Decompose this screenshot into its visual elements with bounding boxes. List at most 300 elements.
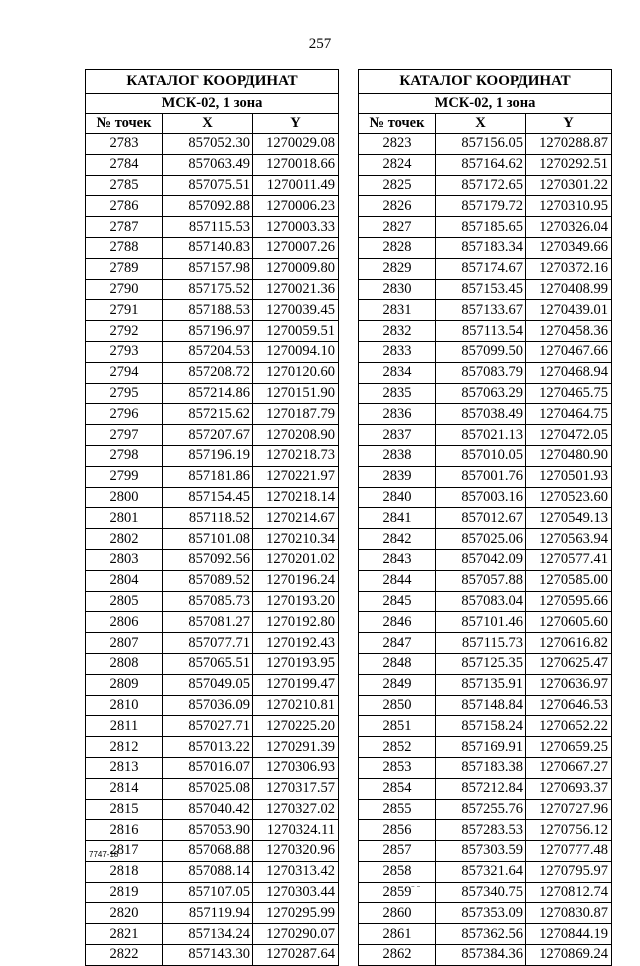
x-coordinate-cell: 857083.79 bbox=[436, 362, 526, 383]
table-row bbox=[359, 487, 612, 508]
y-coordinate-cell: 1270652.22 bbox=[526, 716, 612, 737]
table-row bbox=[359, 633, 612, 654]
x-coordinate-cell: 857068.88 bbox=[163, 841, 253, 862]
table-row bbox=[86, 258, 339, 279]
x-coordinate-cell: 857174.67 bbox=[436, 258, 526, 279]
catalog-title: КАТАЛОГ КООРДИНАТ bbox=[359, 70, 612, 94]
point-number-cell: 2802 bbox=[86, 529, 163, 550]
x-coordinate-cell: 857157.98 bbox=[163, 258, 253, 279]
y-coordinate-cell: 1270659.25 bbox=[526, 737, 612, 758]
x-coordinate-cell: 857283.53 bbox=[436, 820, 526, 841]
table-row bbox=[359, 778, 612, 799]
y-coordinate-cell: 1270310.95 bbox=[526, 196, 612, 217]
x-coordinate-cell: 857207.67 bbox=[163, 425, 253, 446]
x-coordinate-cell: 857208.72 bbox=[163, 362, 253, 383]
point-number-cell: 2855 bbox=[359, 799, 436, 820]
table-row bbox=[86, 175, 339, 196]
y-coordinate-cell: 1270214.67 bbox=[253, 508, 339, 529]
point-number-cell: 2824 bbox=[359, 154, 436, 175]
point-number-cell: 2823 bbox=[359, 134, 436, 155]
x-coordinate-cell: 857118.52 bbox=[163, 508, 253, 529]
x-coordinate-cell: 857012.67 bbox=[436, 508, 526, 529]
table-row bbox=[359, 861, 612, 882]
page-number: 257 bbox=[308, 36, 332, 52]
x-coordinate-cell: 857183.38 bbox=[436, 757, 526, 778]
table-row bbox=[86, 633, 339, 654]
y-coordinate-cell: 1270151.90 bbox=[253, 383, 339, 404]
x-coordinate-cell: 857353.09 bbox=[436, 903, 526, 924]
point-number-cell: 2848 bbox=[359, 653, 436, 674]
point-number-cell: 2810 bbox=[86, 695, 163, 716]
y-coordinate-cell: 1270218.14 bbox=[253, 487, 339, 508]
y-coordinate-cell: 1270439.01 bbox=[526, 300, 612, 321]
y-coordinate-cell: 1270480.90 bbox=[526, 445, 612, 466]
x-coordinate-cell: 857042.09 bbox=[436, 549, 526, 570]
y-coordinate-cell: 1270327.02 bbox=[253, 799, 339, 820]
y-coordinate-cell: 1270306.93 bbox=[253, 757, 339, 778]
x-coordinate-cell: 857101.46 bbox=[436, 612, 526, 633]
column-header-y: Y bbox=[526, 114, 612, 134]
point-number-cell: 2829 bbox=[359, 258, 436, 279]
table-row bbox=[86, 487, 339, 508]
table-row bbox=[86, 882, 339, 903]
x-coordinate-cell: 857001.76 bbox=[436, 466, 526, 487]
table-row bbox=[359, 674, 612, 695]
x-coordinate-cell: 857340.75 bbox=[436, 882, 526, 903]
x-coordinate-cell: 857088.14 bbox=[163, 861, 253, 882]
catalog-title: КАТАЛОГ КООРДИНАТ bbox=[86, 70, 339, 94]
x-coordinate-cell: 857040.42 bbox=[163, 799, 253, 820]
table-row bbox=[359, 695, 612, 716]
point-number-cell: 2815 bbox=[86, 799, 163, 820]
table-row bbox=[359, 508, 612, 529]
y-coordinate-cell: 1270201.02 bbox=[253, 549, 339, 570]
x-coordinate-cell: 857156.05 bbox=[436, 134, 526, 155]
x-coordinate-cell: 857175.52 bbox=[163, 279, 253, 300]
y-coordinate-cell: 1270795.97 bbox=[526, 861, 612, 882]
point-number-cell: 2838 bbox=[359, 445, 436, 466]
point-number-cell: 2822 bbox=[86, 945, 163, 966]
table-row bbox=[359, 612, 612, 633]
point-number-cell: 2851 bbox=[359, 716, 436, 737]
y-coordinate-cell: 1270006.23 bbox=[253, 196, 339, 217]
point-number-cell: 2854 bbox=[359, 778, 436, 799]
coordinate-catalog-left bbox=[85, 69, 339, 966]
point-number-cell: 2787 bbox=[86, 217, 163, 238]
scan-mark bbox=[400, 886, 420, 887]
y-coordinate-cell: 1270192.80 bbox=[253, 612, 339, 633]
table-row bbox=[86, 362, 339, 383]
point-number-cell: 2842 bbox=[359, 529, 436, 550]
catalog-body bbox=[359, 134, 612, 966]
x-coordinate-cell: 857083.04 bbox=[436, 591, 526, 612]
column-header-x: X bbox=[163, 114, 253, 134]
coordinate-system-label: МСК-02, 1 зона bbox=[359, 94, 612, 114]
y-coordinate-cell: 1270812.74 bbox=[526, 882, 612, 903]
table-row bbox=[359, 716, 612, 737]
point-number-cell: 2858 bbox=[359, 861, 436, 882]
x-coordinate-cell: 857214.86 bbox=[163, 383, 253, 404]
y-coordinate-cell: 1270467.66 bbox=[526, 341, 612, 362]
table-row bbox=[86, 695, 339, 716]
x-coordinate-cell: 857049.05 bbox=[163, 674, 253, 695]
point-number-cell: 2862 bbox=[359, 945, 436, 966]
table-row bbox=[86, 154, 339, 175]
table-row bbox=[359, 820, 612, 841]
x-coordinate-cell: 857143.30 bbox=[163, 945, 253, 966]
x-coordinate-cell: 857085.73 bbox=[163, 591, 253, 612]
y-coordinate-cell: 1270018.66 bbox=[253, 154, 339, 175]
column-header-y: Y bbox=[253, 114, 339, 134]
table-row bbox=[86, 279, 339, 300]
point-number-cell: 2836 bbox=[359, 404, 436, 425]
y-coordinate-cell: 1270472.05 bbox=[526, 425, 612, 446]
y-coordinate-cell: 1270756.12 bbox=[526, 820, 612, 841]
table-row bbox=[86, 903, 339, 924]
y-coordinate-cell: 1270577.41 bbox=[526, 549, 612, 570]
point-number-cell: 2796 bbox=[86, 404, 163, 425]
table-row bbox=[86, 425, 339, 446]
x-coordinate-cell: 857025.06 bbox=[436, 529, 526, 550]
x-coordinate-cell: 857057.88 bbox=[436, 570, 526, 591]
table-row bbox=[359, 154, 612, 175]
table-row bbox=[359, 903, 612, 924]
y-coordinate-cell: 1270693.37 bbox=[526, 778, 612, 799]
point-number-cell: 2812 bbox=[86, 737, 163, 758]
y-coordinate-cell: 1270009.80 bbox=[253, 258, 339, 279]
point-number-cell: 2816 bbox=[86, 820, 163, 841]
y-coordinate-cell: 1270777.48 bbox=[526, 841, 612, 862]
x-coordinate-cell: 857135.91 bbox=[436, 674, 526, 695]
y-coordinate-cell: 1270464.75 bbox=[526, 404, 612, 425]
y-coordinate-cell: 1270349.66 bbox=[526, 237, 612, 258]
x-coordinate-cell: 857081.27 bbox=[163, 612, 253, 633]
x-coordinate-cell: 857134.24 bbox=[163, 924, 253, 945]
x-coordinate-cell: 857038.49 bbox=[436, 404, 526, 425]
table-row bbox=[359, 237, 612, 258]
point-number-cell: 2844 bbox=[359, 570, 436, 591]
y-coordinate-cell: 1270225.20 bbox=[253, 716, 339, 737]
table-row bbox=[86, 799, 339, 820]
point-number-cell: 2813 bbox=[86, 757, 163, 778]
x-coordinate-cell: 857075.51 bbox=[163, 175, 253, 196]
point-number-cell: 2857 bbox=[359, 841, 436, 862]
column-header-point-number: № точек bbox=[359, 114, 436, 134]
point-number-cell: 2814 bbox=[86, 778, 163, 799]
point-number-cell: 2840 bbox=[359, 487, 436, 508]
point-number-cell: 2837 bbox=[359, 425, 436, 446]
y-coordinate-cell: 1270595.66 bbox=[526, 591, 612, 612]
point-number-cell: 2825 bbox=[359, 175, 436, 196]
y-coordinate-cell: 1270844.19 bbox=[526, 924, 612, 945]
point-number-cell: 2843 bbox=[359, 549, 436, 570]
x-coordinate-cell: 857089.52 bbox=[163, 570, 253, 591]
y-coordinate-cell: 1270187.79 bbox=[253, 404, 339, 425]
point-number-cell: 2790 bbox=[86, 279, 163, 300]
x-coordinate-cell: 857065.51 bbox=[163, 653, 253, 674]
x-coordinate-cell: 857255.76 bbox=[436, 799, 526, 820]
y-coordinate-cell: 1270585.00 bbox=[526, 570, 612, 591]
point-number-cell: 2820 bbox=[86, 903, 163, 924]
table-row bbox=[359, 570, 612, 591]
table-row bbox=[86, 508, 339, 529]
x-coordinate-cell: 857172.65 bbox=[436, 175, 526, 196]
y-coordinate-cell: 1270193.95 bbox=[253, 653, 339, 674]
y-coordinate-cell: 1270218.73 bbox=[253, 445, 339, 466]
x-coordinate-cell: 857099.50 bbox=[436, 341, 526, 362]
point-number-cell: 2789 bbox=[86, 258, 163, 279]
x-coordinate-cell: 857204.53 bbox=[163, 341, 253, 362]
y-coordinate-cell: 1270029.08 bbox=[253, 134, 339, 155]
x-coordinate-cell: 857140.83 bbox=[163, 237, 253, 258]
table-row bbox=[86, 716, 339, 737]
column-header-x: X bbox=[436, 114, 526, 134]
point-number-cell: 2799 bbox=[86, 466, 163, 487]
point-number-cell: 2783 bbox=[86, 134, 163, 155]
table-row bbox=[86, 841, 339, 862]
table-row bbox=[359, 196, 612, 217]
x-coordinate-cell: 857101.08 bbox=[163, 529, 253, 550]
x-coordinate-cell: 857185.65 bbox=[436, 217, 526, 238]
x-coordinate-cell: 857021.13 bbox=[436, 425, 526, 446]
point-number-cell: 2809 bbox=[86, 674, 163, 695]
y-coordinate-cell: 1270625.47 bbox=[526, 653, 612, 674]
table-row bbox=[359, 882, 612, 903]
x-coordinate-cell: 857063.49 bbox=[163, 154, 253, 175]
y-coordinate-cell: 1270021.36 bbox=[253, 279, 339, 300]
point-number-cell: 2852 bbox=[359, 737, 436, 758]
point-number-cell: 2819 bbox=[86, 882, 163, 903]
y-coordinate-cell: 1270616.82 bbox=[526, 633, 612, 654]
x-coordinate-cell: 857215.62 bbox=[163, 404, 253, 425]
catalog-body bbox=[86, 134, 339, 966]
point-number-cell: 2785 bbox=[86, 175, 163, 196]
column-header-point-number: № точек bbox=[86, 114, 163, 134]
x-coordinate-cell: 857027.71 bbox=[163, 716, 253, 737]
table-row bbox=[359, 924, 612, 945]
x-coordinate-cell: 857148.84 bbox=[436, 695, 526, 716]
x-coordinate-cell: 857183.34 bbox=[436, 237, 526, 258]
point-number-cell: 2845 bbox=[359, 591, 436, 612]
point-number-cell: 2849 bbox=[359, 674, 436, 695]
y-coordinate-cell: 1270301.22 bbox=[526, 175, 612, 196]
y-coordinate-cell: 1270196.24 bbox=[253, 570, 339, 591]
table-row bbox=[359, 841, 612, 862]
y-coordinate-cell: 1270059.51 bbox=[253, 321, 339, 342]
point-number-cell: 2826 bbox=[359, 196, 436, 217]
y-coordinate-cell: 1270287.64 bbox=[253, 945, 339, 966]
x-coordinate-cell: 857196.97 bbox=[163, 321, 253, 342]
y-coordinate-cell: 1270288.87 bbox=[526, 134, 612, 155]
x-coordinate-cell: 857036.09 bbox=[163, 695, 253, 716]
table-row bbox=[86, 591, 339, 612]
table-row bbox=[359, 258, 612, 279]
y-coordinate-cell: 1270011.49 bbox=[253, 175, 339, 196]
x-coordinate-cell: 857321.64 bbox=[436, 861, 526, 882]
point-number-cell: 2834 bbox=[359, 362, 436, 383]
point-number-cell: 2847 bbox=[359, 633, 436, 654]
table-row bbox=[86, 341, 339, 362]
y-coordinate-cell: 1270039.45 bbox=[253, 300, 339, 321]
point-number-cell: 2831 bbox=[359, 300, 436, 321]
point-number-cell: 2856 bbox=[359, 820, 436, 841]
table-row bbox=[359, 466, 612, 487]
y-coordinate-cell: 1270303.44 bbox=[253, 882, 339, 903]
y-coordinate-cell: 1270324.11 bbox=[253, 820, 339, 841]
y-coordinate-cell: 1270292.51 bbox=[526, 154, 612, 175]
y-coordinate-cell: 1270094.10 bbox=[253, 341, 339, 362]
table-row bbox=[359, 591, 612, 612]
table-row bbox=[359, 134, 612, 155]
y-coordinate-cell: 1270830.87 bbox=[526, 903, 612, 924]
point-number-cell: 2786 bbox=[86, 196, 163, 217]
point-number-cell: 2828 bbox=[359, 237, 436, 258]
point-number-cell: 2833 bbox=[359, 341, 436, 362]
x-coordinate-cell: 857092.56 bbox=[163, 549, 253, 570]
table-row bbox=[86, 674, 339, 695]
y-coordinate-cell: 1270003.33 bbox=[253, 217, 339, 238]
table-row bbox=[359, 279, 612, 300]
x-coordinate-cell: 857115.73 bbox=[436, 633, 526, 654]
table-row bbox=[359, 341, 612, 362]
point-number-cell: 2846 bbox=[359, 612, 436, 633]
y-coordinate-cell: 1270667.27 bbox=[526, 757, 612, 778]
table-row bbox=[86, 945, 339, 966]
y-coordinate-cell: 1270523.60 bbox=[526, 487, 612, 508]
table-row bbox=[86, 300, 339, 321]
table-row bbox=[86, 134, 339, 155]
x-coordinate-cell: 857119.94 bbox=[163, 903, 253, 924]
y-coordinate-cell: 1270192.43 bbox=[253, 633, 339, 654]
y-coordinate-cell: 1270727.96 bbox=[526, 799, 612, 820]
y-coordinate-cell: 1270295.99 bbox=[253, 903, 339, 924]
y-coordinate-cell: 1270210.81 bbox=[253, 695, 339, 716]
point-number-cell: 2784 bbox=[86, 154, 163, 175]
point-number-cell: 2811 bbox=[86, 716, 163, 737]
y-coordinate-cell: 1270210.34 bbox=[253, 529, 339, 550]
table-row bbox=[86, 404, 339, 425]
point-number-cell: 2817 bbox=[86, 841, 163, 862]
y-coordinate-cell: 1270007.26 bbox=[253, 237, 339, 258]
x-coordinate-cell: 857133.67 bbox=[436, 300, 526, 321]
y-coordinate-cell: 1270317.57 bbox=[253, 778, 339, 799]
y-coordinate-cell: 1270458.36 bbox=[526, 321, 612, 342]
point-number-cell: 2821 bbox=[86, 924, 163, 945]
y-coordinate-cell: 1270408.99 bbox=[526, 279, 612, 300]
x-coordinate-cell: 857053.90 bbox=[163, 820, 253, 841]
x-coordinate-cell: 857077.71 bbox=[163, 633, 253, 654]
x-coordinate-cell: 857181.86 bbox=[163, 466, 253, 487]
y-coordinate-cell: 1270372.16 bbox=[526, 258, 612, 279]
point-number-cell: 2798 bbox=[86, 445, 163, 466]
x-coordinate-cell: 857153.45 bbox=[436, 279, 526, 300]
y-coordinate-cell: 1270646.53 bbox=[526, 695, 612, 716]
table-row bbox=[359, 653, 612, 674]
point-number-cell: 2827 bbox=[359, 217, 436, 238]
table-row bbox=[86, 383, 339, 404]
y-coordinate-cell: 1270326.04 bbox=[526, 217, 612, 238]
table-row bbox=[359, 945, 612, 966]
y-coordinate-cell: 1270313.42 bbox=[253, 861, 339, 882]
point-number-cell: 2835 bbox=[359, 383, 436, 404]
point-number-cell: 2791 bbox=[86, 300, 163, 321]
point-number-cell: 2818 bbox=[86, 861, 163, 882]
y-coordinate-cell: 1270320.96 bbox=[253, 841, 339, 862]
point-number-cell: 2793 bbox=[86, 341, 163, 362]
y-coordinate-cell: 1270605.60 bbox=[526, 612, 612, 633]
y-coordinate-cell: 1270290.07 bbox=[253, 924, 339, 945]
table-row bbox=[359, 549, 612, 570]
y-coordinate-cell: 1270636.97 bbox=[526, 674, 612, 695]
x-coordinate-cell: 857154.45 bbox=[163, 487, 253, 508]
point-number-cell: 2795 bbox=[86, 383, 163, 404]
table-row bbox=[86, 778, 339, 799]
table-row bbox=[86, 737, 339, 758]
x-coordinate-cell: 857212.84 bbox=[436, 778, 526, 799]
y-coordinate-cell: 1270221.97 bbox=[253, 466, 339, 487]
y-coordinate-cell: 1270291.39 bbox=[253, 737, 339, 758]
x-coordinate-cell: 857052.30 bbox=[163, 134, 253, 155]
x-coordinate-cell: 857025.08 bbox=[163, 778, 253, 799]
x-coordinate-cell: 857158.24 bbox=[436, 716, 526, 737]
table-row bbox=[86, 321, 339, 342]
y-coordinate-cell: 1270468.94 bbox=[526, 362, 612, 383]
table-row bbox=[359, 757, 612, 778]
table-row bbox=[86, 612, 339, 633]
x-coordinate-cell: 857303.59 bbox=[436, 841, 526, 862]
point-number-cell: 2808 bbox=[86, 653, 163, 674]
table-row bbox=[359, 217, 612, 238]
document-code: 7747-18 bbox=[89, 850, 119, 859]
x-coordinate-cell: 857188.53 bbox=[163, 300, 253, 321]
point-number-cell: 2841 bbox=[359, 508, 436, 529]
coordinate-catalog-right bbox=[358, 69, 612, 966]
x-coordinate-cell: 857003.16 bbox=[436, 487, 526, 508]
x-coordinate-cell: 857063.29 bbox=[436, 383, 526, 404]
table-row bbox=[86, 196, 339, 217]
y-coordinate-cell: 1270193.20 bbox=[253, 591, 339, 612]
table-row bbox=[359, 362, 612, 383]
point-number-cell: 2806 bbox=[86, 612, 163, 633]
x-coordinate-cell: 857384.36 bbox=[436, 945, 526, 966]
point-number-cell: 2801 bbox=[86, 508, 163, 529]
table-row bbox=[86, 549, 339, 570]
table-row bbox=[359, 529, 612, 550]
table-row bbox=[86, 570, 339, 591]
point-number-cell: 2860 bbox=[359, 903, 436, 924]
table-row bbox=[86, 445, 339, 466]
point-number-cell: 2788 bbox=[86, 237, 163, 258]
y-coordinate-cell: 1270465.75 bbox=[526, 383, 612, 404]
point-number-cell: 2853 bbox=[359, 757, 436, 778]
y-coordinate-cell: 1270549.13 bbox=[526, 508, 612, 529]
x-coordinate-cell: 857164.62 bbox=[436, 154, 526, 175]
x-coordinate-cell: 857196.19 bbox=[163, 445, 253, 466]
x-coordinate-cell: 857013.22 bbox=[163, 737, 253, 758]
table-row bbox=[359, 300, 612, 321]
y-coordinate-cell: 1270869.24 bbox=[526, 945, 612, 966]
x-coordinate-cell: 857125.35 bbox=[436, 653, 526, 674]
point-number-cell: 2850 bbox=[359, 695, 436, 716]
point-number-cell: 2792 bbox=[86, 321, 163, 342]
table-row bbox=[86, 861, 339, 882]
x-coordinate-cell: 857107.05 bbox=[163, 882, 253, 903]
x-coordinate-cell: 857113.54 bbox=[436, 321, 526, 342]
table-row bbox=[359, 321, 612, 342]
x-coordinate-cell: 857169.91 bbox=[436, 737, 526, 758]
table-row bbox=[359, 383, 612, 404]
y-coordinate-cell: 1270208.90 bbox=[253, 425, 339, 446]
